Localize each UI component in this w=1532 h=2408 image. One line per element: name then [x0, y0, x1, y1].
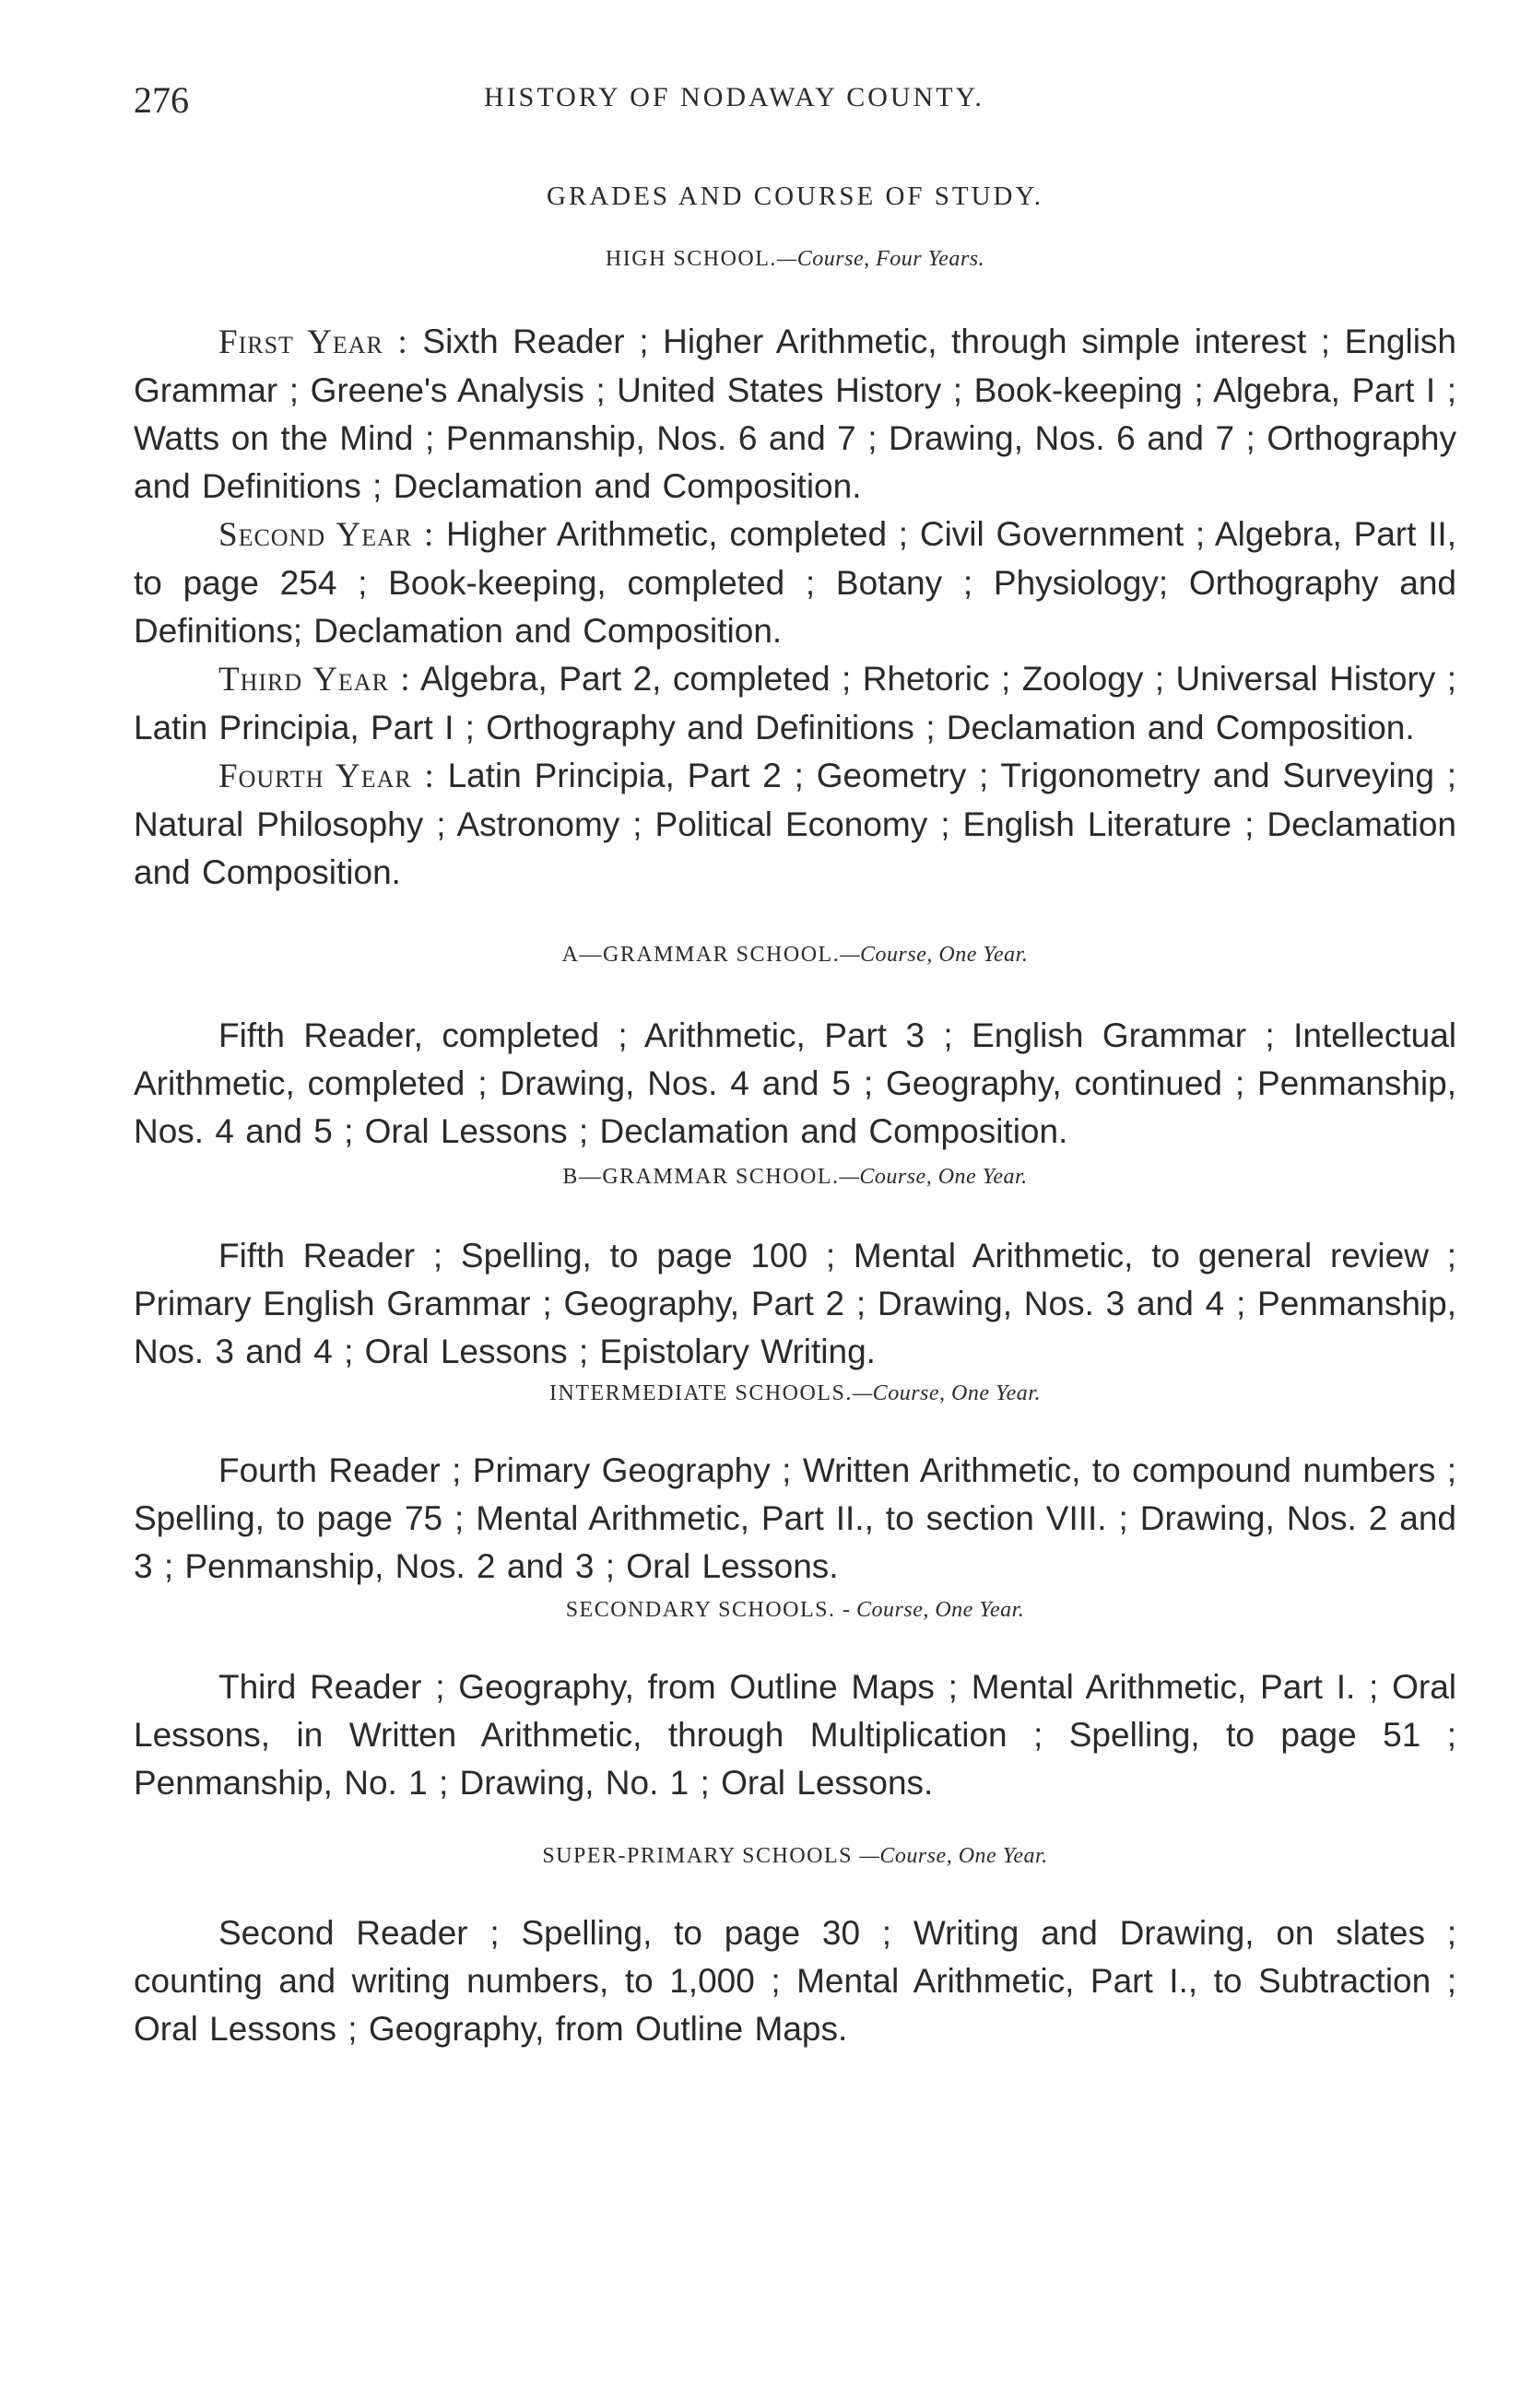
book-title: HISTORY OF NODAWAY COUNTY. [484, 82, 984, 112]
secondary-title: SECONDARY SCHOOLS. [565, 1598, 836, 1622]
a-grammar-heading [134, 943, 1456, 968]
page-number: 276 [134, 79, 189, 121]
a-grammar-title: A—GRAMMAR SCHOOL. [561, 943, 841, 967]
a-grammar-course: —Course, One Year. [840, 943, 1029, 967]
super-primary-heading [134, 1844, 1456, 1869]
second-year-text: Higher Arithmetic, completed ; Civil Government ; Algebra, Part II, to page 254 ; Book-keeping, completed ; Botany ; Physiology; Orthography and Definitions; Declamation and Composition. [134, 515, 1456, 650]
super-primary-paragraph: Second Reader ; Spelling, to page 30 ; Writing and Drawing, on slates ; counting and writing numbers, to 1,000 ; Mental Arithmetic, Part I., to Subtraction ; Oral Lessons ; Geography, from Outline Maps. [134, 1914, 1456, 2048]
intermediate-course: —Course, One Year. [852, 1381, 1041, 1405]
third-year-paragraph [134, 655, 1456, 752]
running-header [134, 78, 1456, 134]
book-page [134, 78, 1456, 2053]
b-grammar-title: B—GRAMMAR SCHOOL. [562, 1165, 840, 1189]
intermediate-paragraph: Fourth Reader ; Primary Geography ; Written Arithmetic, to compound numbers ; Spelling, to page 75 ; Mental Arithmetic, Part II., to section VIII. ; Drawing, Nos. 2 and 3 ; Penmanship, Nos. 2 and 3 ; Oral Lessons. [134, 1451, 1456, 1585]
secondary-paragraph: Third Reader ; Geography, from Outline Maps ; Mental Arithmetic, Part I. ; Oral Lessons, in Written Arithmetic, through Multiplication ; Spelling, to page 51 ; Penmanship, No. 1 ; Drawing, No. 1 ; Oral Lessons. [134, 1668, 1456, 1802]
a-grammar-paragraph: Fifth Reader, completed ; Arithmetic, Part 3 ; English Grammar ; Intellectual Arithmetic, completed ; Drawing, Nos. 4 and 5 ; Geography, continued ; Penmanship, Nos. 4 and 5 ; Oral Lessons ; Declamation and Composition. [134, 1016, 1456, 1150]
second-year-paragraph [134, 511, 1456, 655]
second-year-label: Second Year : [218, 516, 435, 554]
intermediate-heading [134, 1381, 1456, 1406]
secondary-heading [134, 1598, 1456, 1623]
intermediate-title: INTERMEDIATE SCHOOLS. [549, 1381, 853, 1405]
fourth-year-label: Fourth Year : [218, 758, 435, 795]
first-year-label: First Year : [218, 323, 408, 361]
third-year-label: Third Year : [218, 661, 411, 699]
high-school-course: —Course, Four Years. [776, 247, 985, 271]
first-year-text: Sixth Reader ; Higher Arithmetic, through simple interest ; English Grammar ; Greene's Analysis ; United States History ; Book-keeping ; Algebra, Part I ; Watts on the Mind ; Penmanship, Nos. 6 and 7 ; Drawing, Nos. 6 and 7 ; Orthography and Definitions ; Declamation and Composition. [134, 323, 1457, 505]
b-grammar-heading [134, 1165, 1456, 1190]
super-primary-course: —Course, One Year. [859, 1844, 1048, 1868]
high-school-heading [134, 247, 1456, 272]
b-grammar-course: —Course, One Year. [839, 1165, 1028, 1189]
first-year-paragraph [134, 318, 1456, 511]
fourth-year-paragraph [134, 752, 1456, 897]
super-primary-title: SUPER-PRIMARY SCHOOLS [542, 1844, 854, 1868]
high-school-title: HIGH SCHOOL. [605, 247, 777, 271]
fourth-year-text: Latin Principia, Part 2 ; Geometry ; Trigonometry and Surveying ; Natural Philosophy ; Astronomy ; Political Economy ; English Literature ; Declamation and Composition. [134, 757, 1456, 891]
section-title: GRADES AND COURSE OF STUDY. [547, 182, 1043, 211]
secondary-course: - Course, One Year. [843, 1598, 1025, 1622]
b-grammar-paragraph: Fifth Reader ; Spelling, to page 100 ; Mental Arithmetic, to general review ; Primary English Grammar ; Geography, Part 2 ; Drawing, Nos. 3 and 4 ; Penmanship, Nos. 3 and 4 ; Oral Lessons ; Epistolary Writing. [134, 1237, 1456, 1370]
third-year-text: Algebra, Part 2, completed ; Rhetoric ; Zoology ; Universal History ; Latin Principia, Part I ; Orthography and Definitions ; Declamation and Composition. [134, 660, 1456, 746]
